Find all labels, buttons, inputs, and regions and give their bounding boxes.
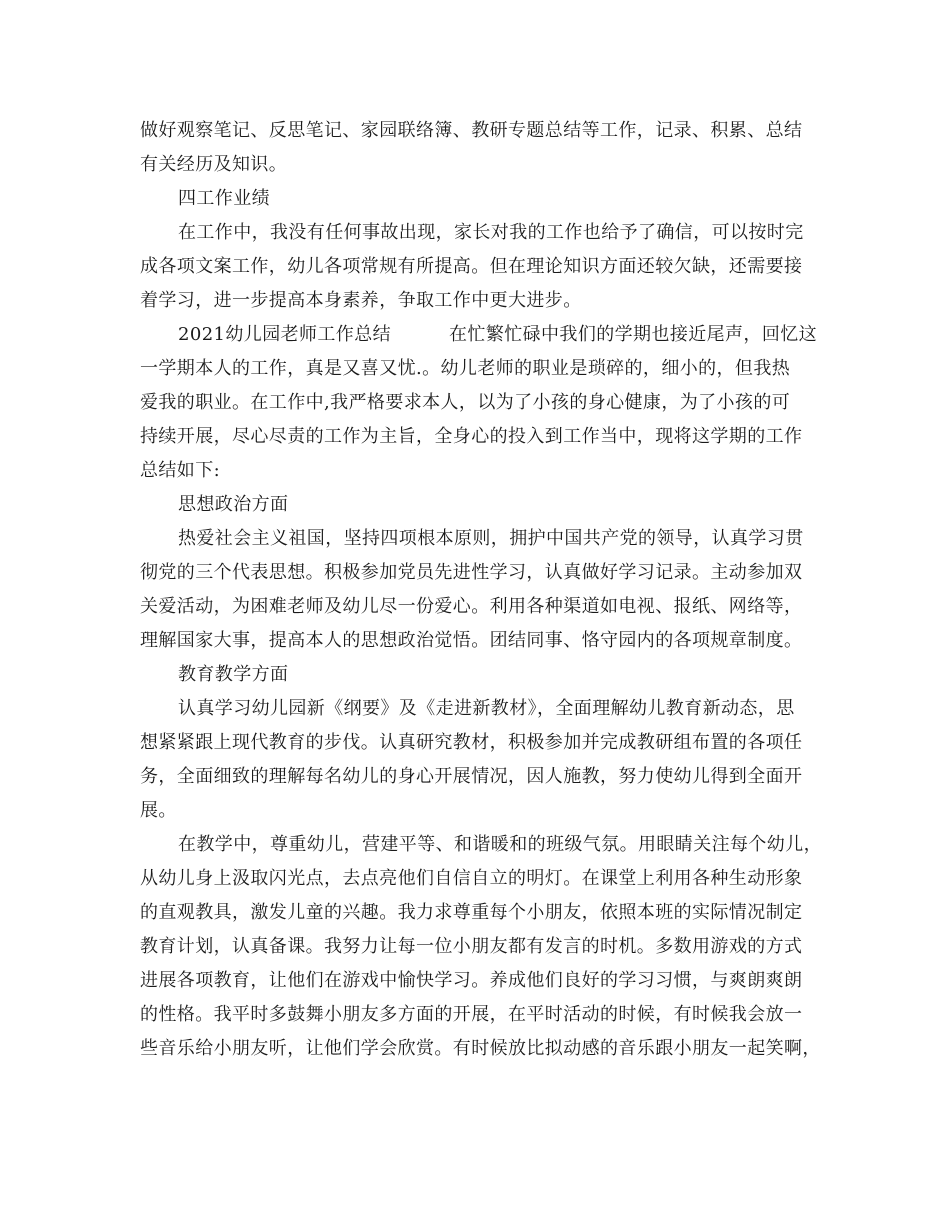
summary-intro: 在忙繁忙碌中我们的学期也接近尾声，回忆这 [449,324,818,345]
text-line: 在教学中，尊重幼儿，营建平等、和谐暖和的班级气氛。用眼睛关注每个幼儿， [178,834,822,855]
text-line: 从幼儿身上汲取闪光点，去点亮他们自信自立的明灯。在课堂上利用各种生动形象 [140,868,803,889]
text-line: 一学期本人的工作，真是又喜又忧.。幼儿老师的职业是琐碎的，细小的，但我热 [140,358,791,379]
text-line: 教育计划，认真备课。我努力让每一位小朋友都有发言的时机。多数用游戏的方式 [140,936,803,957]
text-line: 总结如下: [140,460,221,481]
text-line: 做好观察笔记、反思笔记、家园联络簿、教研专题总结等工作，记录、积累、总结 [140,120,803,141]
text-line: 的性格。我平时多鼓舞小朋友多方面的开展，在平时活动的时候，有时候我会放一 [140,1004,803,1025]
section-heading: 四工作业绩 [178,188,270,209]
text-line: 想紧紧跟上现代教育的步伐。认真研究教材，积极参加并完成教研组布置的各项任 [140,732,803,753]
text-line: 展。 [140,800,177,821]
text-line: 持续开展，尽心尽责的工作为主旨，全身心的投入到工作当中，现将这学期的工作 [140,426,803,447]
text-line [140,318,825,352]
text-line: 的直观教具，激发儿童的兴趣。我力求尊重每个小朋友，依照本班的实际情况制定 [140,902,803,923]
section-heading: 教育教学方面 [178,664,289,685]
text-line: 爱我的职业。在工作中,我严格要求本人，以为了小孩的身心健康，为了小孩的可 [140,392,791,413]
text-line: 理解国家大事，提高本人的思想政治觉悟。团结同事、恪守园内的各项规章制度。 [140,630,803,651]
summary-title: 2021幼儿园老师工作总结 [178,324,392,345]
section-heading: 思想政治方面 [178,494,289,515]
text-line: 务，全面细致的理解每名幼儿的身心开展情况，因人施教，努力使幼儿得到全面开 [140,766,803,787]
text-line: 关爱活动，为困难老师及幼儿尽一份爱心。利用各种渠道如电视、报纸、网络等， [140,596,803,617]
text-line: 些音乐给小朋友听，让他们学会欣赏。有时候放比拟动感的音乐跟小朋友一起笑啊， [140,1038,821,1059]
text-line: 彻党的三个代表思想。积极参加党员先进性学习，认真做好学习记录。主动参加双 [140,562,803,583]
document-body [140,114,825,1066]
text-line: 进展各项教育，让他们在游戏中愉快学习。养成他们良好的学习习惯，与爽朗爽朗 [140,970,803,991]
text-line: 有关经历及知识。 [140,154,288,175]
text-line: 在工作中，我没有任何事故出现，家长对我的工作也给予了确信，可以按时完 [178,222,804,243]
text-line: 着学习，进一步提高本身素养，争取工作中更大进步。 [140,290,582,311]
text-line: 认真学习幼儿园新《纲要》及《走进新教材》，全面理解幼儿教育新动态，思 [178,698,795,719]
text-line: 热爱社会主义祖国，坚持四项根本原则，拥护中国共产党的领导，认真学习贯 [178,528,804,549]
text-line: 成各项文案工作，幼儿各项常规有所提高。但在理论知识方面还较欠缺，还需要接 [140,256,803,277]
